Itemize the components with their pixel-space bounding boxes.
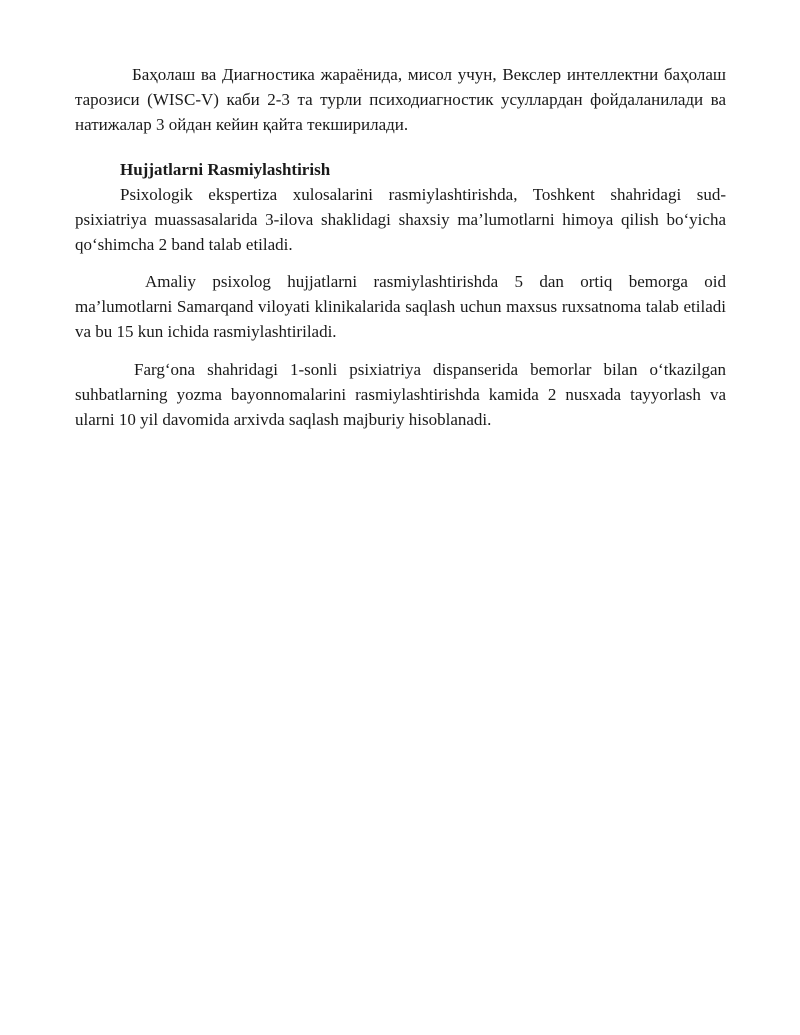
paragraph-assessment-diagnostics: Баҳолаш ва Диагностика жараёнида, мисол учун, Векслер интеллектни баҳолаш тарозиси (WISC-V) каби 2-3 та турли психодиагностик усуллардан фойдаланилади ва натижалар 3 ойдан кейин қайта текширилади. [75, 65, 726, 134]
section-heading-documentation: Hujjatlarni Rasmiylashtirish [120, 160, 331, 179]
paragraph-practical-psychologist: Amaliy psixolog hujjatlarni rasmiylashtirishda 5 dan ortiq bemorga oid ma’lumotlarni Samarqand viloyati klinikalarida saqlash uchun maxsus ruxsatnoma talab etiladi va bu 15 kun ichida rasmiylashtiriladi. [75, 272, 726, 341]
document-body [75, 62, 726, 432]
paragraph-expert-conclusions: Psixologik ekspertiza xulosalarini rasmiylashtirishda, Toshkent shahridagi sud-psixiatriya muassasalarida 3-ilova shaklidagi shaxsiy ma’lumotlarni himoya qilish bo‘yicha qo‘shimcha 2 band talab etiladi. [75, 185, 726, 254]
paragraph-fergana-dispensary: Farg‘ona shahridagi 1-sonli psixiatriya dispanserida bemorlar bilan o‘tkazilgan suhbatlarning yozma bayonnomalarini rasmiylashtirishda kamida 2 nusxada tayyorlash va ularni 10 yil davomida arxivda saqlash majburiy hisoblanadi. [75, 360, 726, 429]
